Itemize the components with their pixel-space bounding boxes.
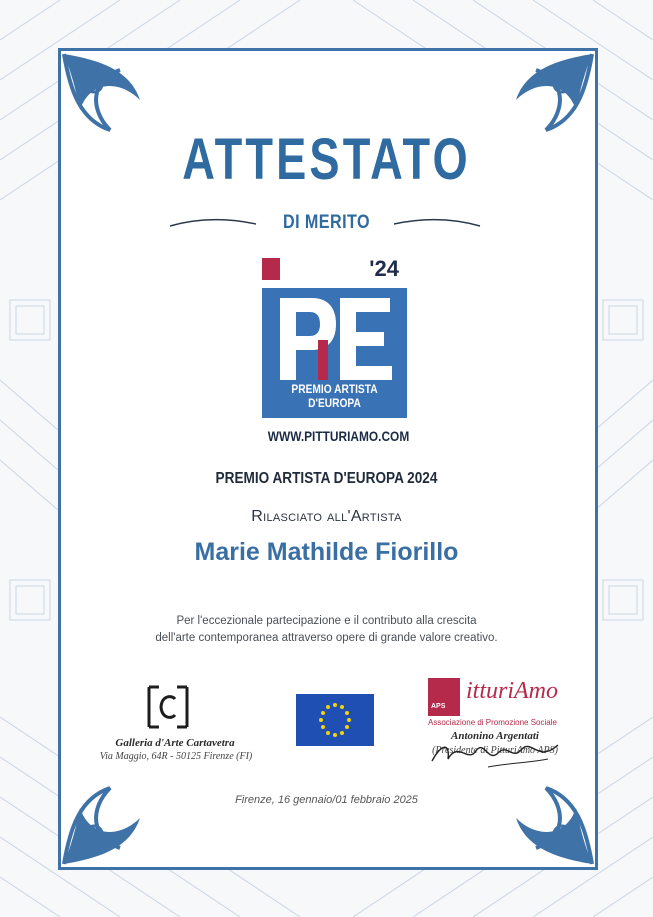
motivation-line-1: Per l'eccezionale partecipazione e il contributo alla crescita: [176, 615, 477, 627]
gallery-address: Via Maggio, 64R - 50125 Firenze (FI): [99, 751, 253, 762]
place-date: Firenze, 16 gennaio/01 febbraio 2025: [235, 794, 418, 806]
signer-name: Antonino Argentati: [451, 730, 539, 742]
ribbon-icon: [262, 258, 280, 280]
gallery-name: Galleria d'Arte Cartavetra: [115, 737, 235, 749]
association-logo: [428, 678, 460, 716]
pe-letters-icon: [262, 288, 407, 388]
signer-role: (Presidente di PitturiAmo APS): [432, 745, 558, 756]
logo-box: [262, 288, 407, 418]
association-badge: APS: [431, 703, 446, 710]
certificate-title: ATTESTATO: [182, 127, 471, 192]
artist-name: Marie Mathilde Fiorillo: [194, 538, 459, 566]
eu-flag-icon: [296, 694, 374, 746]
motivation-line-2: dell'arte contemporanea attraverso opere di grande valore creativo.: [155, 632, 498, 644]
signature-icon: [428, 733, 563, 771]
issued-label: Rilasciato all'Artista: [251, 508, 402, 525]
prize-name: PREMIO ARTISTA D'EUROPA 2024: [215, 470, 438, 487]
motivation-text: [0, 613, 653, 647]
association-name: itturiAmo: [466, 678, 559, 704]
corner-ornament-bottom-left: [60, 758, 180, 868]
logo-box-text: PREMIO ARTISTA D'EUROPA: [291, 382, 378, 410]
certificate-subtitle: DI MERITO: [283, 212, 370, 233]
logo-year: '24: [369, 256, 399, 281]
prize-logo: [262, 256, 410, 448]
association-subtitle: Associazione di Promozione Sociale: [428, 718, 557, 727]
logo-url: WWW.PITTURIAMO.COM: [267, 428, 410, 444]
gallery-bracket-logo-icon: [145, 685, 191, 729]
corner-ornament-bottom-right: [476, 758, 596, 868]
flourish-right-icon: [392, 214, 482, 234]
